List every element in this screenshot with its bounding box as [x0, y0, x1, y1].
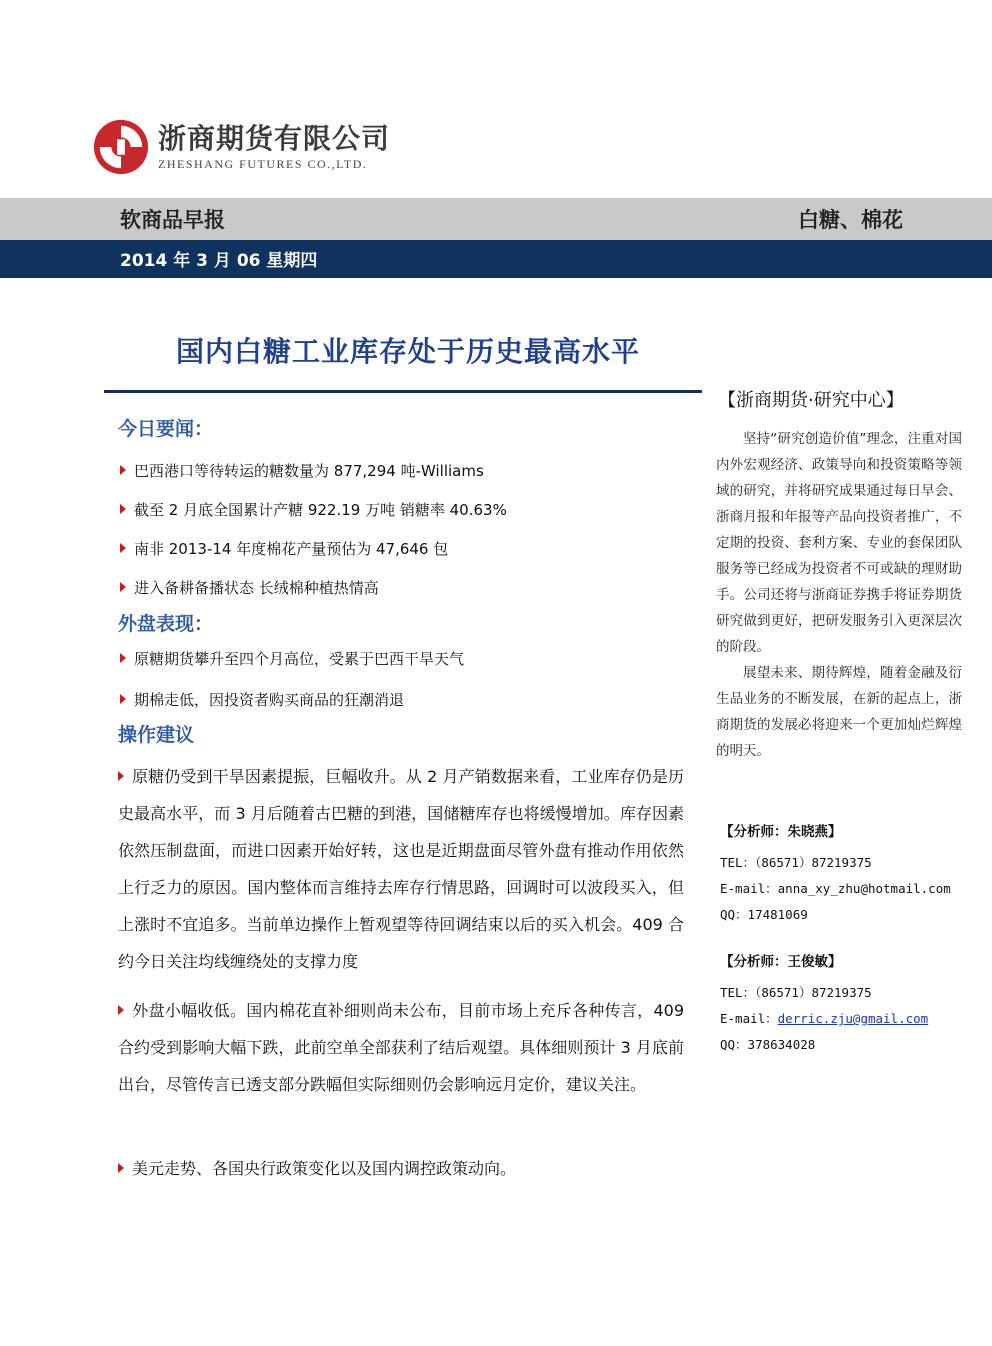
analyst-card-zhu [720, 820, 951, 928]
company-name-en: ZHESHANG FUTURES CO.,LTD. [158, 156, 368, 171]
logo-emblem-icon [92, 118, 150, 176]
analyst-tel: TEL：（86571）87219375 [720, 985, 872, 1000]
analyst-qq: QQ：378634028 [720, 1037, 816, 1052]
bullet-arrow-icon [118, 1005, 124, 1015]
headline-divider [104, 390, 702, 393]
list-item: 期棉走低，因投资者购买商品的狂潮消退 [120, 689, 404, 710]
bullet-arrow-icon [120, 543, 126, 553]
advice-paragraph-sugar: 原糖仍受到干旱因素提振，巨幅收升。从 2 月产销数据来看，工业库存仍是历史最高水平，而 3 月后随着古巴糖的到港，国储糖库存也将缓慢增加。库存因素依然压制盘面，而进口因素开始好转，这也是近期盘面尽管外盘有推动作用依然上行乏力的原因。国内整体而言维持去库存行情思路，回调时可以波段买入，但上涨时不宜追多。当前单边操作上暂观望等待回调结束以后的买入机会。409 合约今日关注均线缠绕处的支撑力度 [118, 767, 684, 971]
list-item: 截至 2 月底全国累计产糖 922.19 万吨 销糖率 40.63% [120, 499, 507, 520]
bullet-arrow-icon [120, 694, 126, 704]
analyst-tel: TEL：（86571）87219375 [720, 855, 872, 870]
analyst-name: 【分析师：王俊敏】 [720, 954, 842, 970]
bullet-arrow-icon [120, 504, 126, 514]
section-title-advice: 操作建议 [118, 724, 195, 746]
analyst-email-link[interactable]: derric.zju@gmail.com [777, 1011, 929, 1026]
report-products: 白糖、棉花 [798, 208, 903, 232]
analyst-email: E-mail：derric.zju@gmail.com [720, 1011, 929, 1026]
headline: 国内白糖工业库存处于历史最高水平 [176, 335, 641, 368]
analyst-name: 【分析师：朱晓燕】 [720, 824, 842, 840]
list-item: 进入备耕备播状态 长绒棉种植热情高 [120, 577, 379, 598]
bullet-arrow-icon [120, 582, 126, 592]
bullet-arrow-icon [118, 1163, 124, 1173]
research-center-title: 【浙商期货·研究中心】 [718, 390, 904, 411]
list-item: 巴西港口等待转运的糖数量为 877,294 吨-Williams [120, 460, 484, 481]
list-item: 南非 2013-14 年度棉花产量预估为 47,646 包 [120, 538, 448, 559]
bullet-arrow-icon [120, 653, 126, 663]
company-logo [92, 118, 390, 176]
section-title-news: 今日要闻： [118, 418, 214, 440]
company-name-cn: 浙商期货有限公司 [158, 121, 391, 155]
report-type: 软商品早报 [120, 208, 225, 232]
report-header-band [0, 198, 992, 240]
date-band [0, 240, 992, 278]
analyst-email-value: anna_xy_zhu@hotmail.com [777, 881, 951, 896]
bullet-arrow-icon [120, 465, 126, 475]
list-item: 原糖期货攀升至四个月高位，受累于巴西干旱天气 [120, 648, 464, 669]
intro-paragraph: 坚持“研究创造价值”理念，注重对国内外宏观经济、政策导向和投资策略等领域的研究，并将研究成果通过每日早会、浙商月报和年报等产品向投资者推广，不定期的投资、套利方案、专业的套保团队服务等已经成为投资者不可或缺的理财助手。公司还将与浙商证券携手将证券期货研究做到更好，把研发服务引入更深层次的阶段。 [716, 431, 962, 655]
intro-paragraph: 展望未来、期待辉煌，随着金融及衍生品业务的不断发展，在新的起点上，浙商期货的发展必将迎来一个更加灿烂辉煌的明天。 [716, 665, 962, 759]
research-center-intro [716, 426, 962, 764]
section-title-overseas: 外盘表现： [118, 613, 214, 635]
report-date: 2014 年 3 月 06 星期四 [120, 251, 318, 271]
advice-paragraph-risk: 美元走势、各国央行政策变化以及国内调控政策动向。 [118, 1150, 684, 1187]
analyst-card-wang [720, 950, 928, 1058]
bullet-arrow-icon [118, 771, 124, 781]
analyst-qq: QQ：17481069 [720, 907, 808, 922]
analyst-email: E-mail：anna_xy_zhu@hotmail.com [720, 881, 951, 896]
advice-paragraph-cotton: 外盘小幅收低。国内棉花直补细则尚未公布，目前市场上充斥各种传言，409 合约受到影响大幅下跌，此前空单全部获利了结后观望。具体细则预计 3 月底前出台，尽管传言已透支部分跌幅但实际细则仍会影响远月定价，建议关注。 [118, 1001, 684, 1094]
